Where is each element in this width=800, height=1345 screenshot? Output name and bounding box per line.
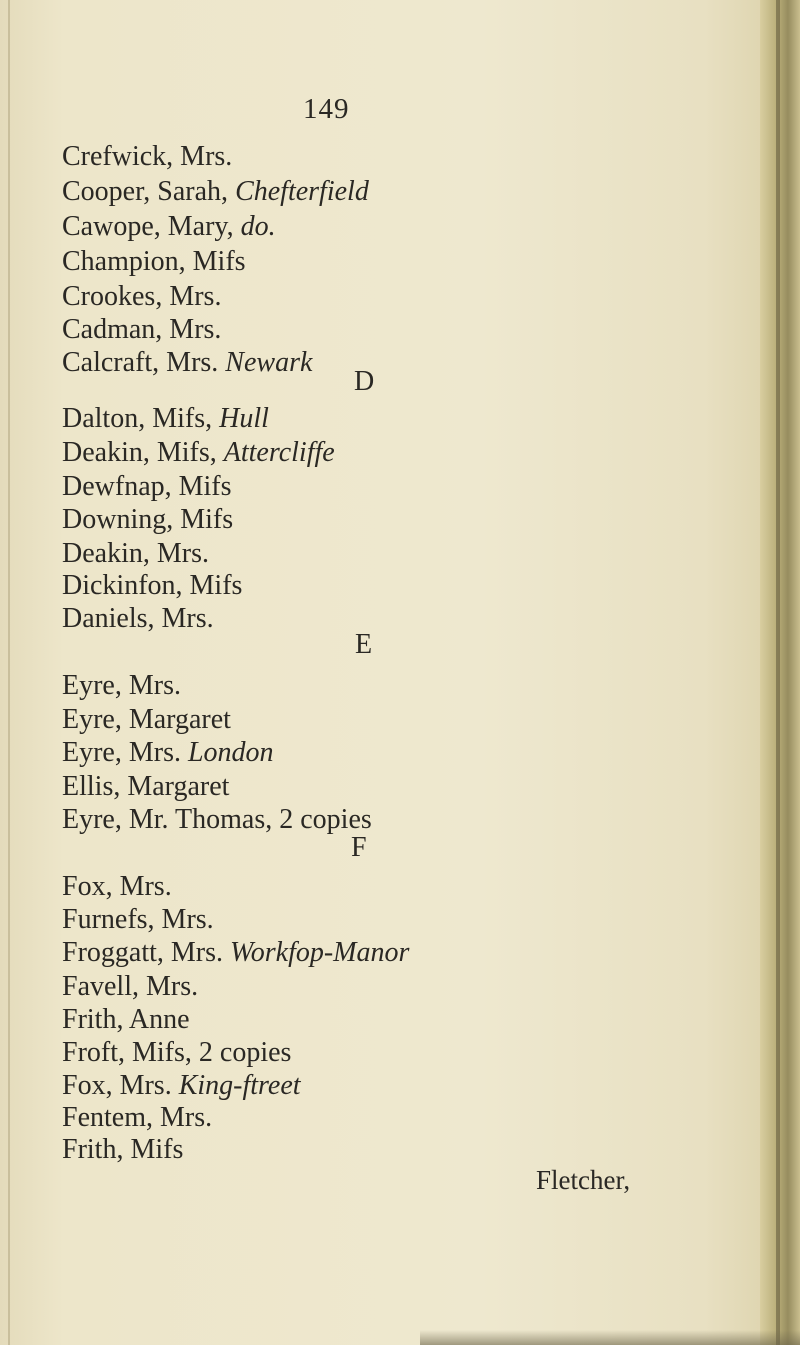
page-number: 149 bbox=[303, 93, 350, 125]
list-item bbox=[62, 936, 409, 970]
entry-name: Dewfnap, Mifs bbox=[62, 471, 232, 502]
book-spine-edge bbox=[776, 0, 780, 1345]
page-bottom-shadow bbox=[420, 1330, 800, 1345]
list-item bbox=[62, 803, 372, 837]
list-item bbox=[62, 1069, 301, 1103]
list-item bbox=[62, 970, 198, 1004]
section-letter-d: D bbox=[354, 366, 375, 397]
entry-place: do. bbox=[240, 211, 276, 242]
page-left-margin-line bbox=[8, 0, 10, 1345]
list-item bbox=[62, 870, 172, 904]
entry-name: Eyre, Mr. Thomas, 2 copies bbox=[62, 804, 372, 835]
entry-name: Furnefs, Mrs. bbox=[62, 904, 214, 935]
list-item bbox=[62, 1133, 183, 1167]
entry-name: Frith, Anne bbox=[62, 1004, 190, 1035]
entry-name: Eyre, Mrs. bbox=[62, 670, 181, 701]
list-item bbox=[62, 175, 369, 209]
entry-name: Eyre, Mrs. bbox=[62, 737, 181, 768]
list-item bbox=[62, 703, 231, 737]
list-item bbox=[62, 402, 269, 436]
list-item bbox=[62, 736, 274, 770]
entry-name: Deakin, Mifs, bbox=[62, 437, 217, 468]
list-item bbox=[62, 669, 181, 703]
entry-place: King-ftreet bbox=[178, 1070, 301, 1101]
entry-name: Frith, Mifs bbox=[62, 1134, 184, 1165]
list-item bbox=[62, 1036, 291, 1070]
entry-name: Cawope, Mary, bbox=[62, 211, 234, 242]
entry-name: Calcraft, Mrs. bbox=[62, 347, 219, 378]
entry-name: Deakin, Mrs. bbox=[62, 538, 209, 569]
list-item bbox=[62, 1003, 190, 1037]
entry-place: Hull bbox=[219, 403, 269, 434]
list-item bbox=[62, 537, 209, 571]
entry-name: Froft, Mifs, 2 copies bbox=[62, 1037, 292, 1068]
entry-name: Cooper, Sarah, bbox=[62, 176, 229, 207]
entry-name: Favell, Mrs. bbox=[62, 971, 199, 1002]
entry-place: Attercliffe bbox=[223, 437, 335, 468]
entry-name: Eyre, Margaret bbox=[62, 704, 231, 735]
entry-name: Champion, Mifs bbox=[62, 246, 246, 277]
list-item bbox=[62, 280, 221, 314]
entry-name: Daniels, Mrs. bbox=[62, 603, 214, 634]
entry-name: Dalton, Mifs, bbox=[62, 403, 213, 434]
list-item bbox=[62, 470, 232, 504]
entry-name: Crefwick, Mrs. bbox=[62, 141, 233, 172]
entry-name: Downing, Mifs bbox=[62, 504, 234, 535]
entry-name: Crookes, Mrs. bbox=[62, 281, 222, 312]
entry-name: Dickinfon, Mifs bbox=[62, 570, 243, 601]
entry-name: Fentem, Mrs. bbox=[62, 1102, 213, 1133]
list-item bbox=[62, 602, 214, 636]
book-gutter-shadow bbox=[760, 0, 800, 1345]
section-letter-e: E bbox=[355, 629, 373, 660]
list-item bbox=[62, 346, 312, 380]
list-item bbox=[62, 569, 242, 603]
list-item bbox=[62, 770, 229, 804]
entry-name: Ellis, Margaret bbox=[62, 771, 230, 802]
entry-name: Froggatt, Mrs. bbox=[62, 937, 223, 968]
list-item bbox=[62, 210, 276, 244]
section-letter-f: F bbox=[351, 832, 367, 863]
entry-place: Newark bbox=[225, 347, 313, 378]
catchword: Fletcher, bbox=[536, 1165, 631, 1195]
entry-name: Fox, Mrs. bbox=[62, 1070, 172, 1101]
list-item bbox=[62, 140, 232, 174]
list-item bbox=[62, 903, 214, 937]
entry-name: Fox, Mrs. bbox=[62, 871, 172, 902]
entry-name: Cadman, Mrs. bbox=[62, 314, 222, 345]
list-item bbox=[62, 245, 246, 279]
entry-place: London bbox=[187, 737, 274, 768]
entry-place: Chefterfield bbox=[235, 176, 369, 207]
list-item bbox=[62, 436, 335, 470]
list-item bbox=[62, 313, 221, 347]
entry-place: Workfop-Manor bbox=[230, 937, 410, 968]
list-item bbox=[62, 503, 233, 537]
list-item bbox=[62, 1101, 212, 1135]
